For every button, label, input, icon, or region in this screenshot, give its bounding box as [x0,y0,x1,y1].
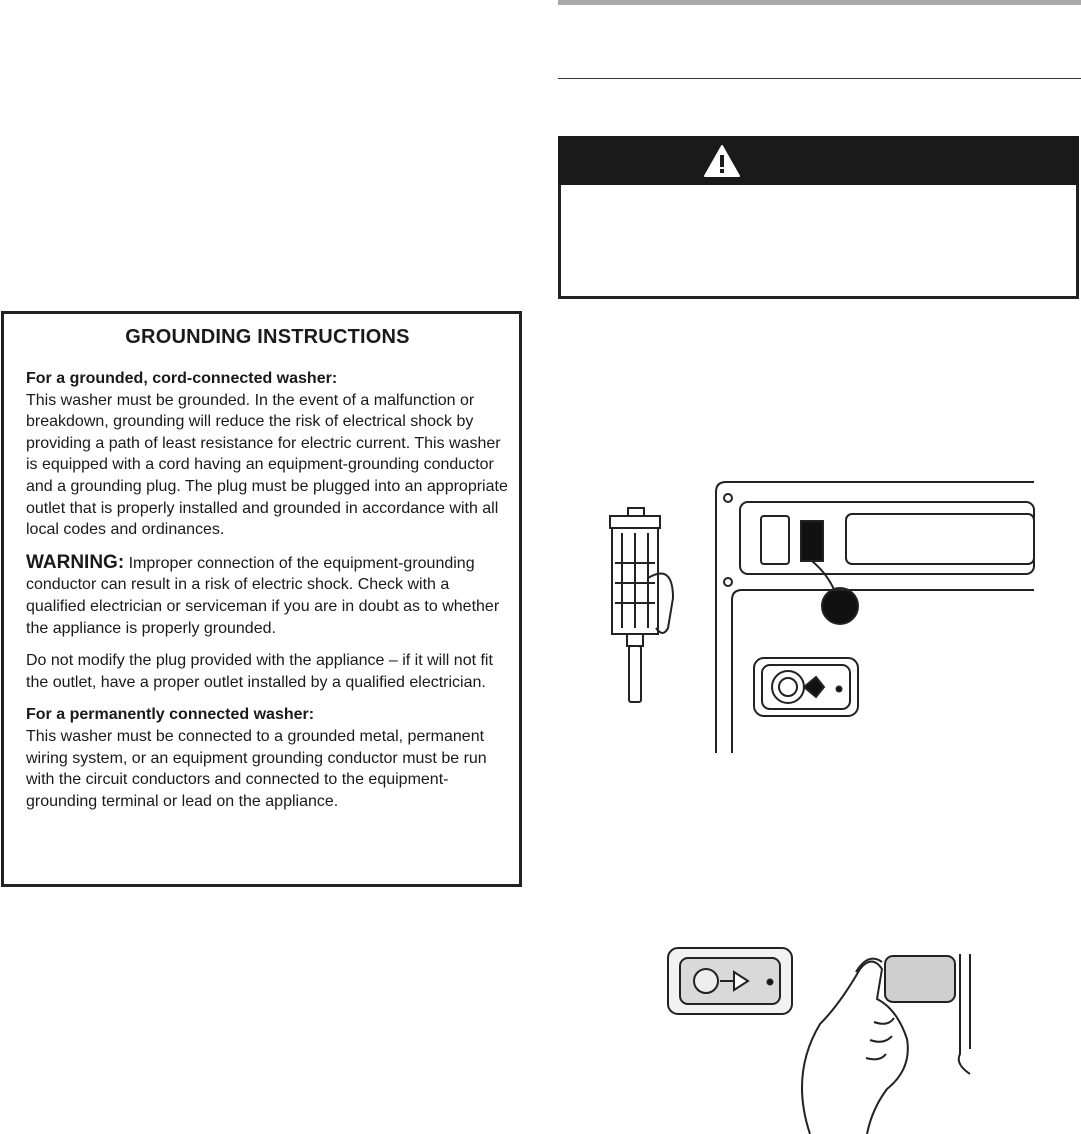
permanent-text: This washer must be connected to a grounded metal, permanent wiring system, or an equipment grounding conductor must be run with the circuit conductors and connected to the equipment-grounding terminal or lead on the appliance. [26,727,487,810]
warning-paragraph [26,552,509,639]
modify-plug-text: Do not modify the plug provided with the appliance – if it will not fit the outlet, have a proper outlet installed by a qualified electrician. [26,652,493,691]
grounding-instructions-box [1,311,522,887]
rear-panel-icon [716,482,1034,753]
warning-header-bar [558,136,1079,185]
plug-rear-panel-illustration [600,478,1040,753]
permanent-heading: For a permanently connected washer: [26,706,315,724]
top-gray-rule [558,0,1081,5]
hand-icon [802,954,970,1134]
grounding-title: GROUNDING INSTRUCTIONS [125,326,410,348]
warning-triangle-icon [703,144,741,178]
warning-text: Improper connection of the equipment-grounding conductor can result in a risk of electric shock. Check with a qualified electrician or serviceman if you are in doubt as to whether the appliance is properly grounded. [26,554,500,637]
warning-label: WARNING: [26,551,125,573]
cord-connected-heading: For a grounded, cord-connected washer: [26,370,338,387]
section-divider [558,78,1081,79]
plug-icon [610,508,673,702]
hand-removing-bolt-illustration [660,940,980,1134]
bolt-plate-icon [668,948,792,1014]
cord-connected-text: This washer must be grounded. In the event of a malfunction or breakdown, grounding will reduce the risk of electrical shock by providing a path of least resistance for electric current. This washer is equipped with a cord having an equipment-grounding conductor and a grounding plug. The plug must be plugged into an appropriate outlet that is properly installed and grounded in accordance with all local codes and ordinances. [26,391,508,539]
